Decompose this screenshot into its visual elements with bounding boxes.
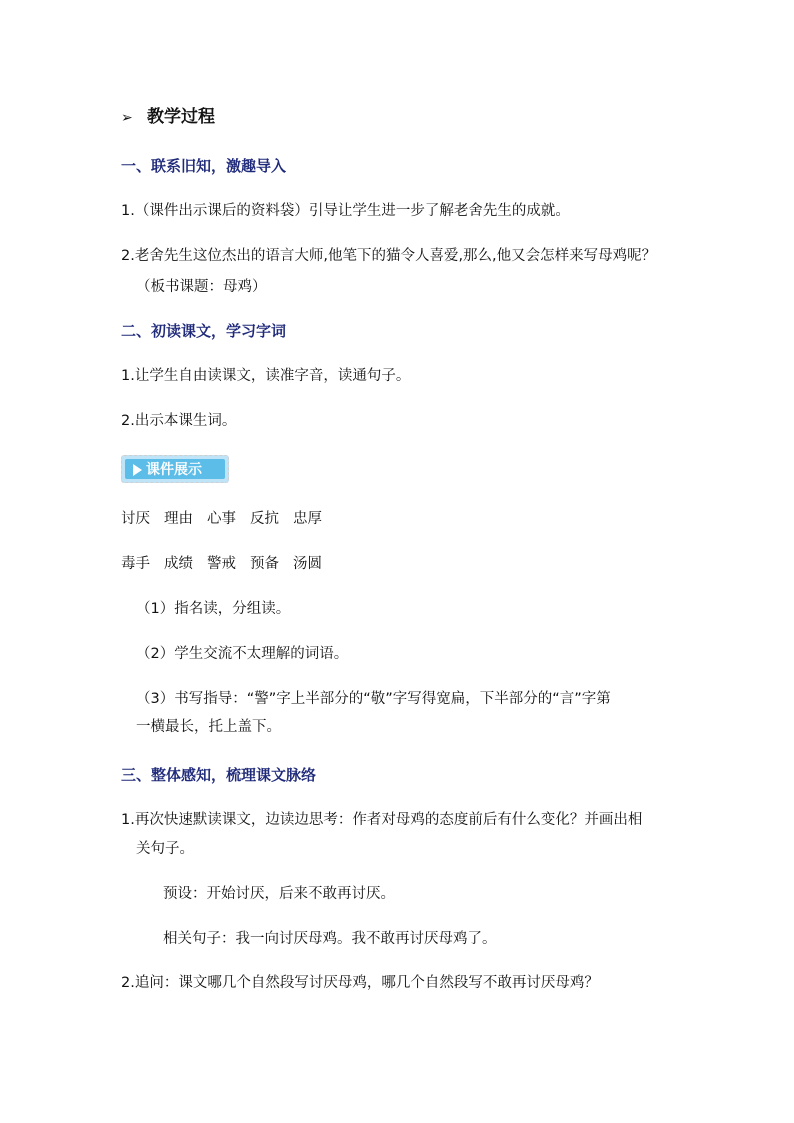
courseware-badge [121, 455, 229, 483]
vocab-row-1 [121, 509, 336, 529]
vocab-row-2 [121, 554, 336, 574]
main-heading [121, 106, 215, 129]
section1-item-2-note: （板书课题：母鸡） [136, 279, 267, 295]
vocab-word: 预备 [250, 556, 279, 572]
vocab-word: 成绩 [164, 556, 193, 572]
section1-item-1: 1.（课件出示课后的资料袋）引导让学生进一步了解老舍先生的成就。 [121, 203, 570, 219]
section3-related-sentences: 相关句子：我一向讨厌母鸡。我不敢再讨厌母鸡了。 [163, 931, 497, 947]
vocab-word: 警戒 [207, 556, 236, 572]
section-heading-1: 一、联系旧知，激趣导入 [121, 157, 287, 175]
section3-preset: 预设：开始讨厌，后来不敢再讨厌。 [163, 886, 395, 902]
section-heading-2: 二、初读课文，学习字词 [121, 322, 287, 340]
step-3: （3）书写指导：“警”字上半部分的“敬”字写得宽扁，下半部分的“言”字第 [136, 691, 611, 707]
main-heading-title: 教学过程 [147, 107, 215, 127]
arrow-bullet-icon: ➢ [121, 110, 133, 126]
vocab-word: 讨厌 [121, 511, 150, 527]
vocab-word: 反抗 [250, 511, 279, 527]
play-triangle-icon [133, 464, 142, 476]
section3-item-1: 1.再次快速默读课文，边读边思考：作者对母鸡的态度前后有什么变化？并画出相 [121, 812, 643, 828]
section1-item-2: 2.老舍先生这位杰出的语言大师,他笔下的猫令人喜爱,那么,他又会怎样来写母鸡呢？ [121, 248, 657, 264]
vocab-word: 理由 [164, 511, 193, 527]
vocab-word: 忠厚 [293, 511, 322, 527]
courseware-badge-label: 课件展示 [146, 462, 202, 478]
section2-item-1: 1.让学生自由读课文，读准字音，读通句子。 [121, 368, 411, 384]
vocab-word: 心事 [207, 511, 236, 527]
vocab-word: 毒手 [121, 556, 150, 572]
section-heading-3: 三、整体感知，梳理课文脉络 [121, 766, 317, 784]
section2-item-2: 2.出示本课生词。 [121, 413, 237, 429]
section3-item-2: 2.追问：课文哪几个自然段写讨厌母鸡，哪几个自然段写不敢再讨厌母鸡？ [121, 975, 599, 991]
step-2: （2）学生交流不太理解的词语。 [136, 646, 349, 662]
step-1: （1）指名读，分组读。 [136, 601, 291, 617]
vocab-word: 汤圆 [293, 556, 322, 572]
step-3-continued: 一横最长，托上盖下。 [136, 719, 281, 735]
section3-item-1-continued: 关句子。 [136, 841, 194, 857]
